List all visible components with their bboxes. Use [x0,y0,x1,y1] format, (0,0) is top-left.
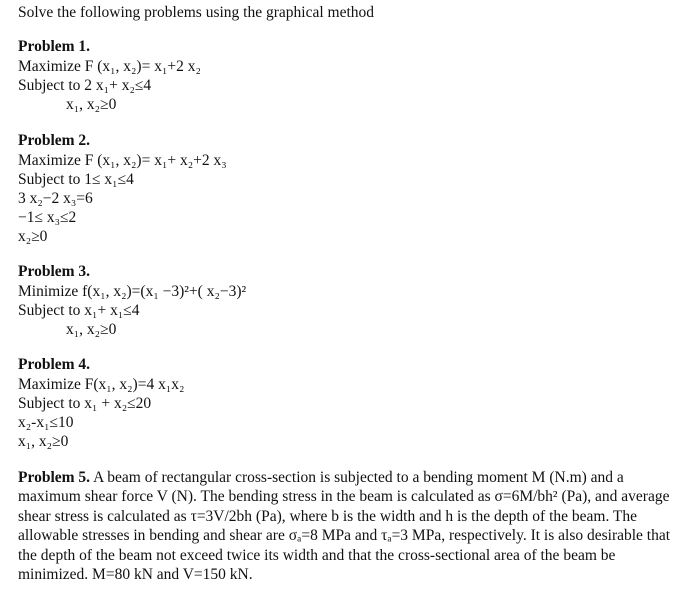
problem-4-title: Problem 4. [18,356,91,373]
problem-3-objective: Minimize f(x₁, x₂)=(x₁ −3)²+( x₂−3)² [18,283,247,300]
problem-5 [18,468,682,584]
problem-3-constraint-1: Subject to x₁+ x₁≤4 [18,302,140,319]
problem-1-nonnegativity: x₁, x₂≥0 [66,96,117,113]
instructions-heading: Solve the following problems using the graphical method [18,4,375,21]
problem-1-title: Problem 1. [18,38,91,55]
problem-4-objective: Maximize F(x₁, x₂)=4 x₁x₂ [18,376,185,393]
problem-2-constraint-3: −1≤ x₃≤2 [18,209,77,226]
problem-2-constraint-4: x₂≥0 [18,228,48,245]
problem-4-constraint-2: x₂-x₁≤10 [18,414,74,431]
problem-2-constraint-1: Subject to 1≤ x₁≤4 [18,171,134,188]
problem-3-title: Problem 3. [18,263,91,280]
problem-1-objective: Maximize F (x₁, x₂)= x₁+2 x₂ [18,58,201,75]
problem-4-nonnegativity: x₁, x₂≥0 [18,433,69,450]
problem-2-title: Problem 2. [18,132,91,149]
problem-2-objective: Maximize F (x₁, x₂)= x₁+ x₂+2 x₃ [18,152,227,169]
problem-2-constraint-2: 3 x₂−2 x₃=6 [18,190,93,207]
problem-2 [18,131,678,246]
problem-4-constraint-1: Subject to x₁ + x₂≤20 [18,395,152,412]
problem-1 [18,37,678,114]
problem-3-nonnegativity: x₁, x₂≥0 [66,321,117,338]
problem-4 [18,355,678,451]
problem-5-text: A beam of rectangular cross-section is subjected to a bending moment M (N.m) and a maximum shear force V (N). The bending stress in the beam is calculated as σ=6M/bh² (Pa), and average shear stress is calculated as τ=3V/2bh (Pa), where b is the width and h is the depth of the beam. The allowable stresses in bending and shear are σₐ=8 MPa and τₐ=3 MPa, respectively. It is also desirable that the depth of the beam not exceed twice its width and that the cross-sectional area of the beam be minimized. M=80 kN and V=150 kN. [18,469,671,584]
problem-5-title: Problem 5. [18,469,91,486]
problem-3 [18,262,678,339]
problem-1-constraint-1: Subject to 2 x₁+ x₂≤4 [18,77,152,94]
